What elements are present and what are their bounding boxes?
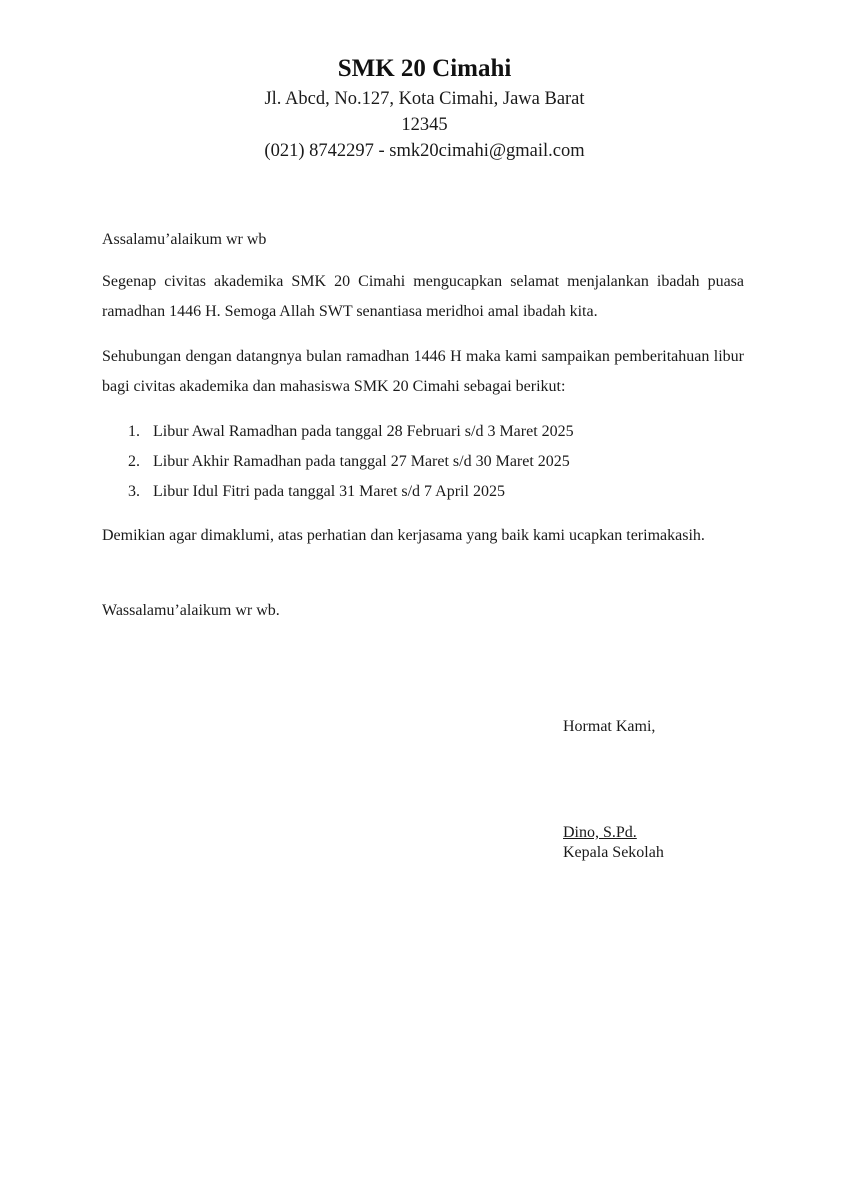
list-text: Libur Idul Fitri pada tanggal 31 Maret s/d 7 April 2025 [153, 483, 505, 500]
signer-name: Dino, S.Pd. [563, 824, 637, 841]
list-item [128, 477, 574, 507]
greeting: Assalamu’alaikum wr wb [102, 231, 267, 248]
paragraph-wishes: Segenap civitas akademika SMK 20 Cimahi mengucapkan selamat menjalankan ibadah puasa ramadhan 1446 H. Semoga Allah SWT senantiasa meridhoi amal ibadah kita. [102, 273, 744, 320]
list-number: 3. [128, 483, 140, 500]
signer-title: Kepala Sekolah [563, 844, 664, 861]
contact-info: (021) 8742297 - smk20cimahi@gmail.com [264, 141, 585, 161]
school-name: SMK 20 Cimahi [337, 55, 512, 82]
letterhead [0, 52, 849, 164]
postal-code: 12345 [401, 115, 448, 135]
list-text: Libur Akhir Ramadhan pada tanggal 27 Maret s/d 30 Maret 2025 [153, 453, 570, 470]
list-text: Libur Awal Ramadhan pada tanggal 28 Februari s/d 3 Maret 2025 [153, 423, 574, 440]
signature-block [563, 823, 664, 863]
list-item [128, 447, 574, 477]
paragraph-announcement: Sehubungan dengan datangnya bulan ramadhan 1446 H maka kami sampaikan pemberitahuan libur bagi civitas akademika dan mahasiswa SMK 20 Cimahi sebagai berikut: [102, 348, 744, 395]
school-address: Jl. Abcd, No.127, Kota Cimahi, Jawa Barat [264, 89, 585, 109]
paragraph-closing-remarks: Demikian agar dimaklumi, atas perhatian dan kerjasama yang baik kami ucapkan terimakasih. [102, 527, 705, 544]
holiday-list [128, 417, 574, 507]
signature-salutation: Hormat Kami, [563, 718, 656, 735]
list-item [128, 417, 574, 447]
list-number: 2. [128, 453, 140, 470]
closing-salutation: Wassalamu’alaikum wr wb. [102, 602, 280, 619]
list-number: 1. [128, 423, 140, 440]
